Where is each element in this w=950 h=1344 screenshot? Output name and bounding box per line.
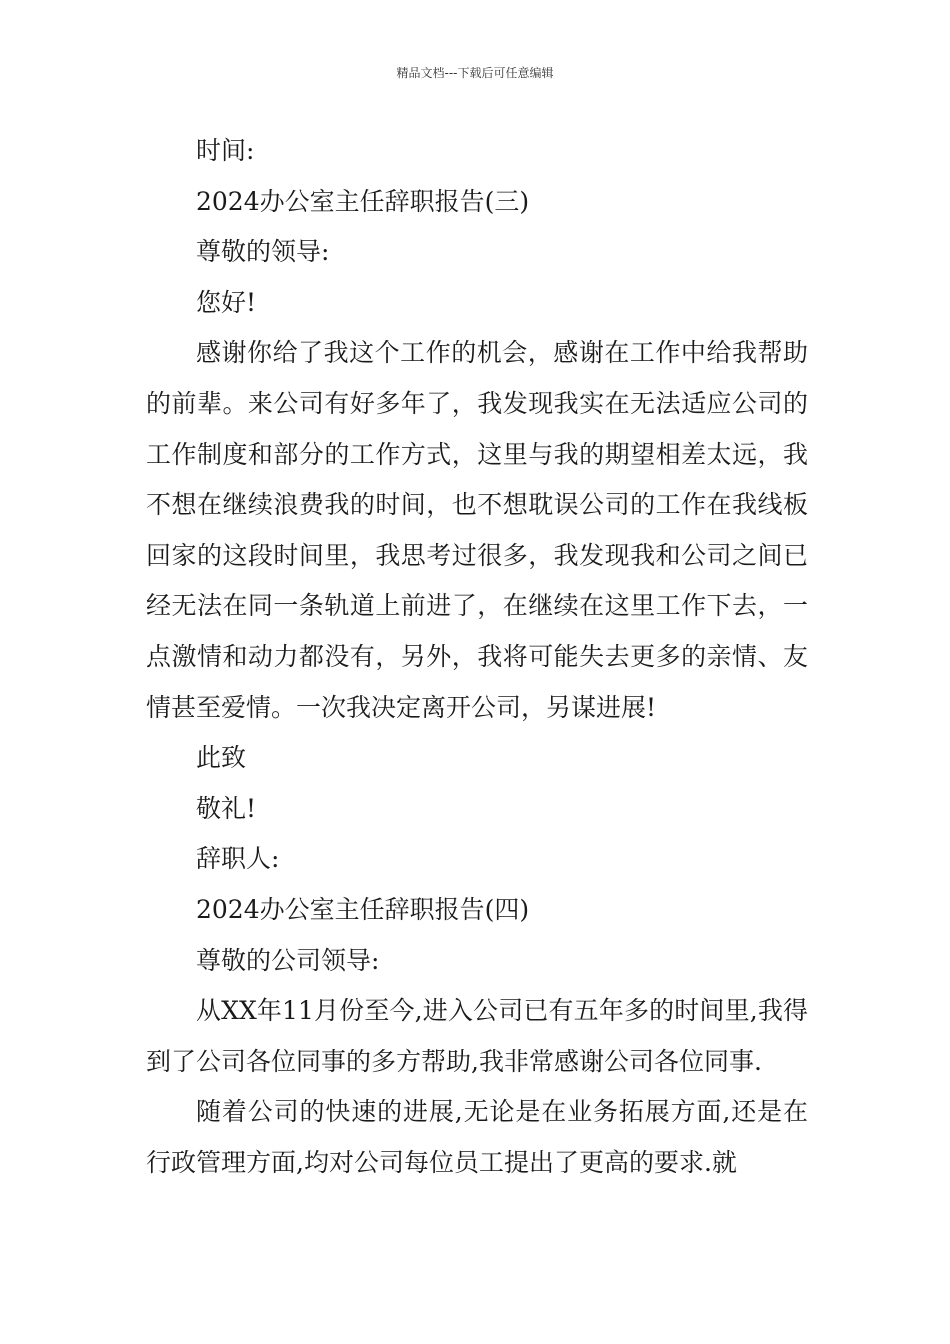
report-title-four: 2024办公室主任辞职报告(四): [196, 894, 530, 924]
time-label: 时间:: [196, 136, 255, 165]
salutation: 尊敬的领导:: [196, 237, 330, 267]
page-header: 精品文档---下载后可任意编辑: [396, 66, 554, 80]
closing-salute: 敬礼!: [196, 793, 257, 823]
closing-phrase: 此致: [196, 743, 247, 773]
document-body: [146, 126, 808, 1188]
body-paragraph-3: 随着公司的快速的进展,无论是在业务拓展方面,还是在行政管理方面,均对公司每位员工提出了更高的要求.就: [146, 1097, 808, 1177]
signature-label: 辞职人:: [196, 844, 280, 874]
greeting: 您好!: [196, 287, 257, 317]
body-paragraph-1: 感谢你给了我这个工作的机会，感谢在工作中给我帮助的前辈。来公司有好多年了，我发现我实在无法适应公司的工作制度和部分的工作方式，这里与我的期望相差太远，我不想在继续浪费我的时间，也不想耽误公司的工作在我线板回家的这段时间里，我思考过很多，我发现我和公司之间已经无法在同一条轨道上前进了，在继续在这里工作下去，一点激情和动力都没有，另外，我将可能失去更多的亲情、友情甚至爱情。一次我决定离开公司，另谋进展!: [146, 338, 808, 722]
report-title-three: 2024办公室主任辞职报告(三): [196, 186, 530, 216]
body-paragraph-2: 从XX年11月份至今,进入公司已有五年多的时间里,我得到了公司各位同事的多方帮助,我非常感谢公司各位同事.: [146, 996, 808, 1076]
salutation-company: 尊敬的公司领导:: [196, 945, 380, 975]
